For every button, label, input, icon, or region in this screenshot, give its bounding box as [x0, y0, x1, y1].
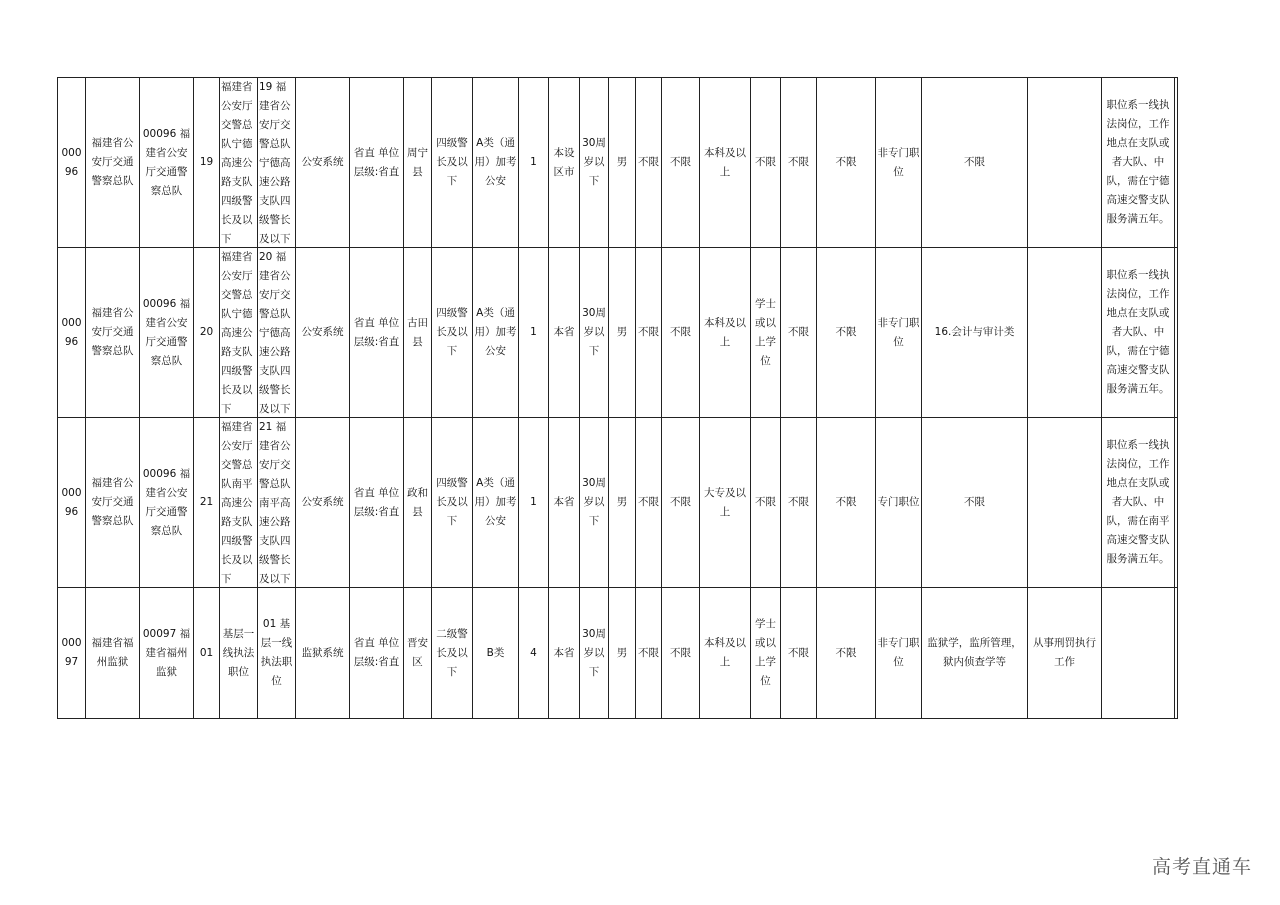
area-cell: 周宁县	[404, 78, 432, 248]
standard-cell	[1175, 248, 1178, 418]
position-full-cell: 21 福建省公安厅交警总队南平高速公路支队四级警长及以下	[258, 418, 296, 588]
system-cell: 公安系统	[296, 418, 350, 588]
age-cell: 30周岁以下	[580, 418, 609, 588]
table-row	[58, 78, 1178, 248]
requirement-cell: 不限	[662, 78, 700, 248]
unit-code-cell: 00096	[58, 248, 86, 418]
rank-cell: 四级警长及以下	[432, 78, 473, 248]
watermark: 高考直通车	[1151, 856, 1252, 878]
requirement-cell: 不限	[662, 418, 700, 588]
job-type-cell: 专门职位	[876, 418, 922, 588]
exam-type-cell: A类（通用）加考公安	[473, 418, 519, 588]
level-cell: 省直 单位层级:省直	[350, 248, 404, 418]
job-type-cell: 非专门职位	[876, 78, 922, 248]
standard-cell	[1175, 418, 1178, 588]
count-cell: 4	[519, 588, 549, 719]
requirement-cell: 不限	[662, 248, 700, 418]
age-cell: 30周岁以下	[580, 248, 609, 418]
table-row	[58, 418, 1178, 588]
level-cell: 省直 单位层级:省直	[350, 588, 404, 719]
area-cell: 古田县	[404, 248, 432, 418]
count-cell: 1	[519, 418, 549, 588]
position-name-cell: 基层一线执法职位	[220, 588, 258, 719]
requirement-cell: 不限	[781, 248, 817, 418]
level-cell: 省直 单位层级:省直	[350, 78, 404, 248]
requirement-cell: 不限	[781, 588, 817, 719]
age-cell: 30周岁以下	[580, 588, 609, 719]
requirement-cell: 不限	[662, 588, 700, 719]
requirement-cell: 不限	[636, 248, 662, 418]
gender-cell: 男	[609, 248, 636, 418]
major-cell: 不限	[922, 418, 1028, 588]
position-number-cell: 21	[194, 418, 220, 588]
area-cell: 政和县	[404, 418, 432, 588]
rank-cell: 四级警长及以下	[432, 248, 473, 418]
job-table	[57, 77, 1178, 719]
standard-cell	[1175, 78, 1178, 248]
system-cell: 监狱系统	[296, 588, 350, 719]
standard-cell	[1175, 588, 1178, 719]
other-cell	[1028, 78, 1102, 248]
note-cell: 职位系一线执法岗位，工作地点在支队或者大队、中队，需在南平高速交警支队服务满五年。	[1102, 418, 1175, 588]
position-number-cell: 20	[194, 248, 220, 418]
unit-code-cell: 00097	[58, 588, 86, 719]
table-row	[58, 248, 1178, 418]
education-cell: 本科及以上	[700, 588, 751, 719]
gender-cell: 男	[609, 588, 636, 719]
education-cell: 大专及以上	[700, 418, 751, 588]
source-cell: 本省	[549, 248, 580, 418]
department-cell: 福建省公安厅交通警察总队	[86, 418, 140, 588]
system-cell: 公安系统	[296, 248, 350, 418]
source-cell: 本设区市	[549, 78, 580, 248]
unit-code-cell: 00096	[58, 78, 86, 248]
department-cell: 福建省福州监狱	[86, 588, 140, 719]
major-cell: 16.会计与审计类	[922, 248, 1028, 418]
area-cell: 晋安区	[404, 588, 432, 719]
requirement-cell: 不限	[636, 78, 662, 248]
unit-cell: 00096 福建省公安厅交通警察总队	[140, 418, 194, 588]
position-number-cell: 01	[194, 588, 220, 719]
unit-cell: 00096 福建省公安厅交通警察总队	[140, 248, 194, 418]
other-cell	[1028, 248, 1102, 418]
position-full-cell: 20 福建省公安厅交警总队宁德高速公路支队四级警长及以下	[258, 248, 296, 418]
source-cell: 本省	[549, 588, 580, 719]
level-cell: 省直 单位层级:省直	[350, 418, 404, 588]
system-cell: 公安系统	[296, 78, 350, 248]
count-cell: 1	[519, 78, 549, 248]
requirement-cell: 不限	[636, 588, 662, 719]
rank-cell: 四级警长及以下	[432, 418, 473, 588]
education-cell: 本科及以上	[700, 248, 751, 418]
requirement-cell: 不限	[817, 588, 876, 719]
table-row	[58, 588, 1178, 719]
position-name-cell: 福建省公安厅交警总队宁德高速公路支队四级警长及以下	[220, 248, 258, 418]
position-name-cell: 福建省公安厅交警总队宁德高速公路支队四级警长及以下	[220, 78, 258, 248]
unit-code-cell: 00096	[58, 418, 86, 588]
exam-type-cell: A类（通用）加考公安	[473, 248, 519, 418]
degree-cell: 不限	[751, 418, 781, 588]
exam-type-cell: B类	[473, 588, 519, 719]
degree-cell: 不限	[751, 78, 781, 248]
position-full-cell: 01 基层一线执法职位	[258, 588, 296, 719]
degree-cell: 学士或以上学位	[751, 248, 781, 418]
department-cell: 福建省公安厅交通警察总队	[86, 78, 140, 248]
requirement-cell: 不限	[817, 418, 876, 588]
job-type-cell: 非专门职位	[876, 248, 922, 418]
degree-cell: 学士或以上学位	[751, 588, 781, 719]
education-cell: 本科及以上	[700, 78, 751, 248]
major-cell: 监狱学，监所管理，狱内侦查学等	[922, 588, 1028, 719]
position-full-cell: 19 福建省公安厅交警总队宁德高速公路支队四级警长及以下	[258, 78, 296, 248]
exam-type-cell: A类（通用）加考公安	[473, 78, 519, 248]
job-type-cell: 非专门职位	[876, 588, 922, 719]
position-number-cell: 19	[194, 78, 220, 248]
rank-cell: 二级警长及以下	[432, 588, 473, 719]
unit-cell: 00096 福建省公安厅交通警察总队	[140, 78, 194, 248]
department-cell: 福建省公安厅交通警察总队	[86, 248, 140, 418]
requirement-cell: 不限	[817, 248, 876, 418]
requirement-cell: 不限	[781, 78, 817, 248]
age-cell: 30周岁以下	[580, 78, 609, 248]
note-cell	[1102, 588, 1175, 719]
note-cell: 职位系一线执法岗位，工作地点在支队或者大队、中队，需在宁德高速交警支队服务满五年。	[1102, 248, 1175, 418]
requirement-cell: 不限	[781, 418, 817, 588]
count-cell: 1	[519, 248, 549, 418]
unit-cell: 00097 福建省福州监狱	[140, 588, 194, 719]
requirement-cell: 不限	[636, 418, 662, 588]
other-cell: 从事刑罚执行工作	[1028, 588, 1102, 719]
requirement-cell: 不限	[817, 78, 876, 248]
other-cell	[1028, 418, 1102, 588]
position-name-cell: 福建省公安厅交警总队南平高速公路支队四级警长及以下	[220, 418, 258, 588]
gender-cell: 男	[609, 418, 636, 588]
note-cell: 职位系一线执法岗位，工作地点在支队或者大队、中队，需在宁德高速交警支队服务满五年。	[1102, 78, 1175, 248]
gender-cell: 男	[609, 78, 636, 248]
major-cell: 不限	[922, 78, 1028, 248]
source-cell: 本省	[549, 418, 580, 588]
